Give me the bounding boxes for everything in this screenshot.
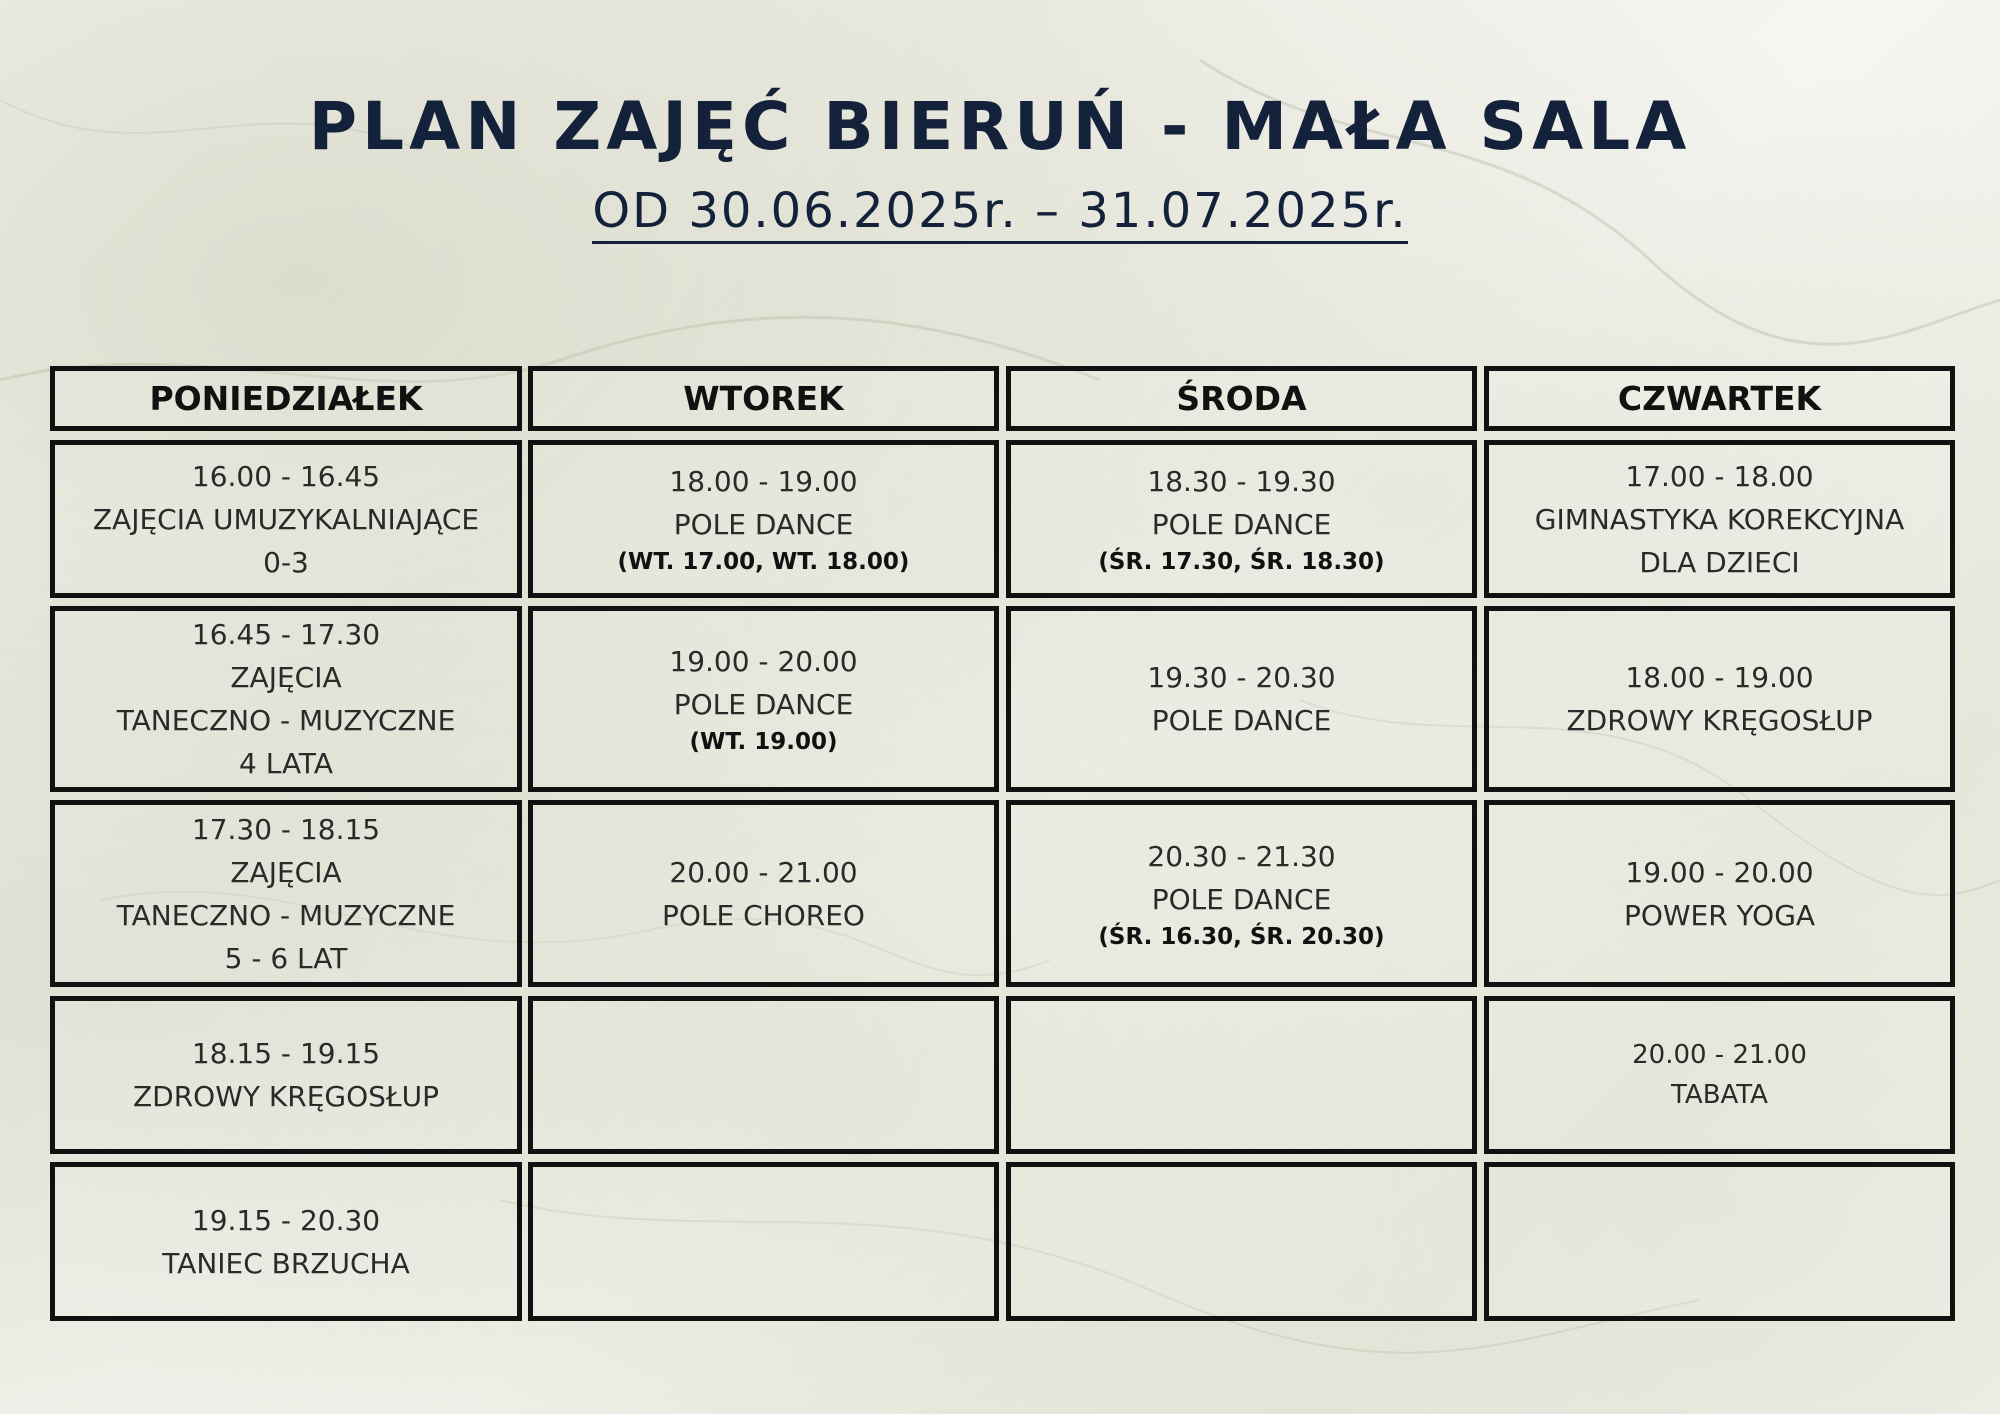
- class-time: 19.00 - 20.00: [1625, 855, 1814, 889]
- page-title: PLAN ZAJĘĆ BIERUŃ - MAŁA SALA: [308, 88, 1692, 165]
- class-cell: [1484, 996, 1955, 1154]
- class-note: (WT. 19.00): [689, 729, 838, 755]
- class-name: TANIEC BRZUCHA: [162, 1246, 410, 1280]
- class-cell: [1484, 800, 1955, 987]
- class-time: 17.00 - 18.00: [1625, 459, 1814, 493]
- class-name: ZDROWY KRĘGOSŁUP: [132, 1080, 440, 1113]
- class-note: (ŚR. 17.30, ŚR. 18.30): [1098, 549, 1385, 575]
- class-cell: [528, 606, 999, 792]
- class-time: 19.15 - 20.30: [191, 1203, 381, 1237]
- class-name: ZDROWY KRĘGOSŁUP: [1566, 704, 1873, 737]
- empty-cell: [528, 1162, 999, 1321]
- class-time: 16.45 - 17.30: [191, 618, 381, 651]
- class-name: POLE DANCE: [1151, 882, 1332, 916]
- empty-cell: [1006, 996, 1477, 1154]
- class-cell: [528, 800, 999, 987]
- class-note: (WT. 17.00, WT. 18.00): [617, 549, 910, 575]
- class-name: TABATA: [1671, 1080, 1768, 1110]
- class-cell: [50, 440, 522, 598]
- date-range-subtitle: OD 30.06.2025r. – 31.07.2025r.: [0, 183, 2000, 239]
- class-detail: 0-3: [263, 545, 309, 579]
- class-name: ZAJĘCIA UMUZYKALNIAJĄCE: [92, 502, 480, 536]
- class-time: 18.30 - 19.30: [1147, 465, 1336, 498]
- header-wednesday: [1006, 366, 1477, 431]
- class-cell: [1006, 440, 1477, 598]
- class-cell: [1006, 606, 1477, 792]
- class-name: POLE DANCE: [673, 688, 854, 721]
- class-detail: 5 - 6 LAT: [224, 941, 348, 975]
- class-name: POLE DANCE: [1151, 508, 1332, 541]
- class-cell: [50, 1162, 522, 1321]
- header-monday: [50, 366, 522, 431]
- class-name: POLE DANCE: [673, 508, 854, 541]
- class-detail: DLA DZIECI: [1639, 545, 1800, 579]
- class-time: 16.00 - 16.45: [191, 459, 381, 493]
- class-cell: [50, 800, 522, 987]
- class-name: ZAJĘCIA: [230, 855, 342, 889]
- class-time: 20.00 - 21.00: [669, 855, 858, 889]
- header-tuesday-label: WTOREK: [683, 379, 844, 418]
- class-detail: TANECZNO - MUZYCZNE: [116, 704, 456, 737]
- class-cell: [50, 996, 522, 1154]
- header-wednesday-label: ŚRODA: [1176, 379, 1307, 418]
- empty-cell: [1006, 1162, 1477, 1321]
- class-time: 19.00 - 20.00: [669, 645, 858, 678]
- class-cell: [50, 606, 522, 792]
- class-name: POLE CHOREO: [662, 898, 865, 932]
- class-cell: [1484, 606, 1955, 792]
- class-detail: 4 LATA: [238, 747, 334, 780]
- class-time: 17.30 - 18.15: [191, 812, 381, 846]
- class-name: ZAJĘCIA: [230, 661, 342, 694]
- header-tuesday: [528, 366, 999, 431]
- class-note: (ŚR. 16.30, ŚR. 20.30): [1098, 923, 1385, 950]
- class-name: GIMNASTYKA KOREKCYJNA: [1534, 502, 1905, 536]
- class-time: 18.00 - 19.00: [1625, 661, 1814, 694]
- class-time: 20.30 - 21.30: [1147, 839, 1336, 873]
- header-thursday-label: CZWARTEK: [1617, 379, 1822, 418]
- class-time: 18.15 - 19.15: [191, 1037, 381, 1070]
- class-name: POLE DANCE: [1151, 704, 1332, 737]
- class-name: POWER YOGA: [1623, 898, 1816, 932]
- class-cell: [1484, 440, 1955, 598]
- class-cell: [1006, 800, 1477, 987]
- class-time: 18.00 - 19.00: [669, 465, 858, 498]
- header-monday-label: PONIEDZIAŁEK: [149, 379, 423, 418]
- class-time: 20.00 - 21.00: [1632, 1040, 1807, 1070]
- class-time: 19.30 - 20.30: [1147, 661, 1336, 694]
- empty-cell: [1484, 1162, 1955, 1321]
- empty-cell: [528, 996, 999, 1154]
- class-cell: [528, 440, 999, 598]
- class-detail: TANECZNO - MUZYCZNE: [116, 898, 456, 932]
- header-thursday: [1484, 366, 1955, 431]
